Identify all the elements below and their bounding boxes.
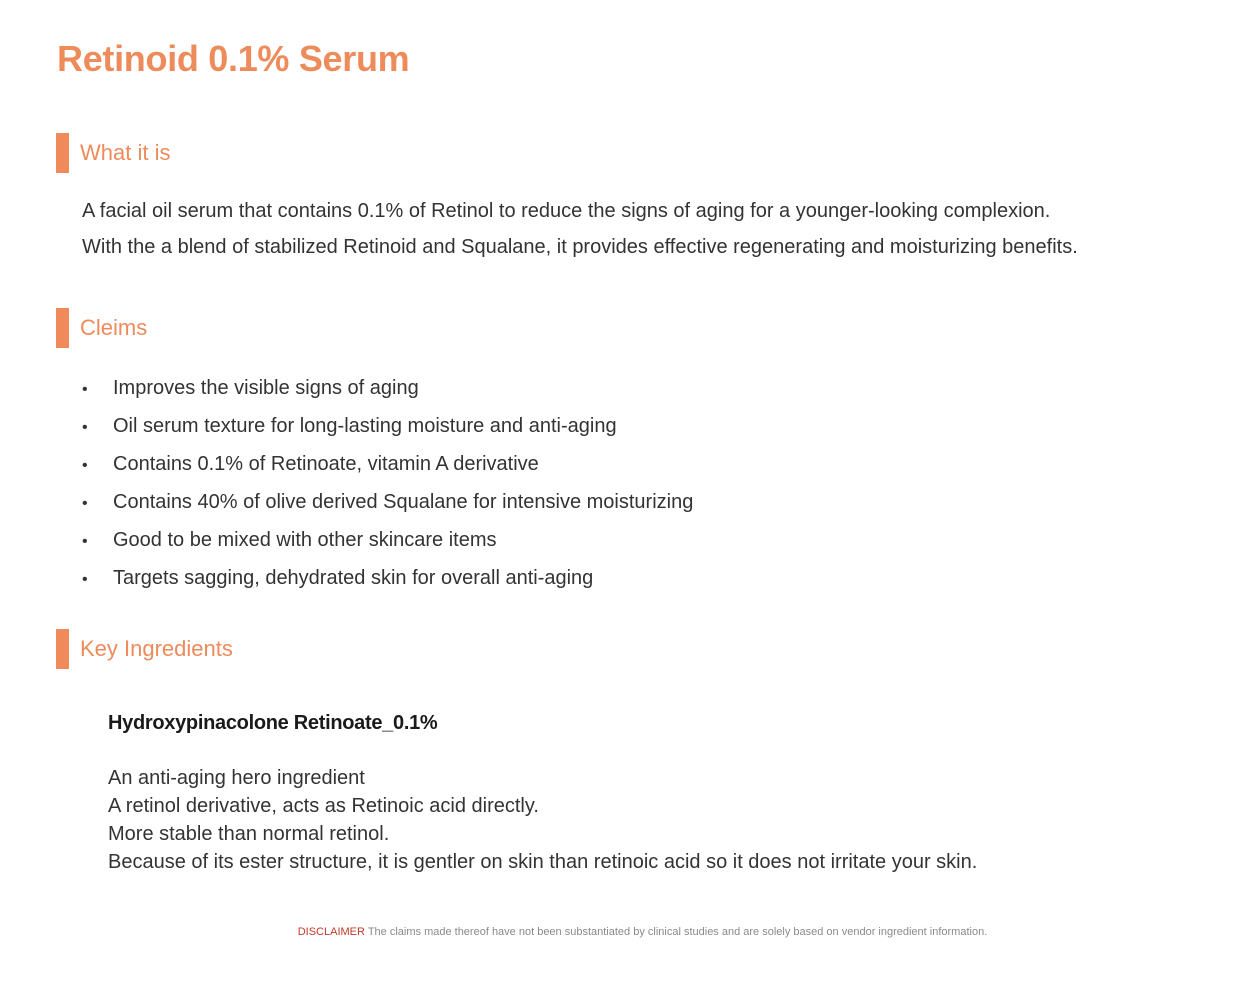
disclaimer-text: The claims made thereof have not been substantiated by clinical studies and are solely based on vendor ingredient information.: [367, 926, 988, 938]
page-title: Retinoid 0.1% Serum: [57, 38, 410, 79]
bullet-icon: •: [82, 457, 88, 474]
section-title-key-ingredients: Key Ingredients: [80, 636, 233, 661]
claim-item: [82, 484, 693, 522]
section-accent-bar: [56, 133, 69, 173]
what-it-is-line-2: With the a blend of stabilized Retinoid and Squalane, it provides effective regenerating and moisturizing benefits.: [82, 236, 1078, 258]
ingredient-description-line: A retinol derivative, acts as Retinoic acid directly.: [108, 795, 539, 817]
ingredient-description-line: An anti-aging hero ingredient: [108, 767, 365, 789]
claim-text: Oil serum texture for long-lasting moisture and anti-aging: [113, 415, 617, 437]
claim-text: Improves the visible signs of aging: [113, 377, 419, 399]
ingredient-description-line: Because of its ester structure, it is gentler on skin than retinoic acid so it does not irritate your skin.: [108, 851, 978, 873]
ingredient-description-line: More stable than normal retinol.: [108, 823, 390, 845]
section-title-what-it-is: What it is: [80, 140, 171, 165]
claim-item: [82, 522, 693, 560]
claim-item: [82, 370, 693, 408]
claim-item: [82, 446, 693, 484]
section-accent-bar: [56, 629, 69, 669]
section-header-claims: [56, 308, 147, 348]
claim-text: Contains 40% of olive derived Squalane for intensive moisturizing: [113, 491, 694, 513]
disclaimer: [0, 923, 1258, 941]
claim-text: Good to be mixed with other skincare items: [113, 529, 497, 551]
claim-item: [82, 408, 693, 446]
section-header-key-ingredients: [56, 629, 233, 669]
section-header-what-it-is: [56, 133, 170, 173]
bullet-icon: •: [82, 533, 88, 550]
disclaimer-label: DISCLAIMER: [297, 926, 365, 938]
section-accent-bar: [56, 308, 69, 348]
what-it-is-line-1: A facial oil serum that contains 0.1% of Retinol to reduce the signs of aging for a younger-looking complexion.: [82, 200, 1051, 222]
ingredient-name: Hydroxypinacolone Retinoate_0.1%: [108, 712, 438, 734]
bullet-icon: •: [82, 419, 88, 436]
bullet-icon: •: [82, 495, 88, 512]
claim-item: [82, 560, 693, 598]
section-title-claims: Cleims: [80, 315, 148, 340]
claim-text: Contains 0.1% of Retinoate, vitamin A derivative: [113, 453, 539, 475]
bullet-icon: •: [82, 571, 88, 588]
ingredient-description: [108, 764, 977, 876]
bullet-icon: •: [82, 381, 88, 398]
claim-text: Targets sagging, dehydrated skin for overall anti-aging: [113, 567, 594, 589]
claims-list: [82, 370, 693, 598]
